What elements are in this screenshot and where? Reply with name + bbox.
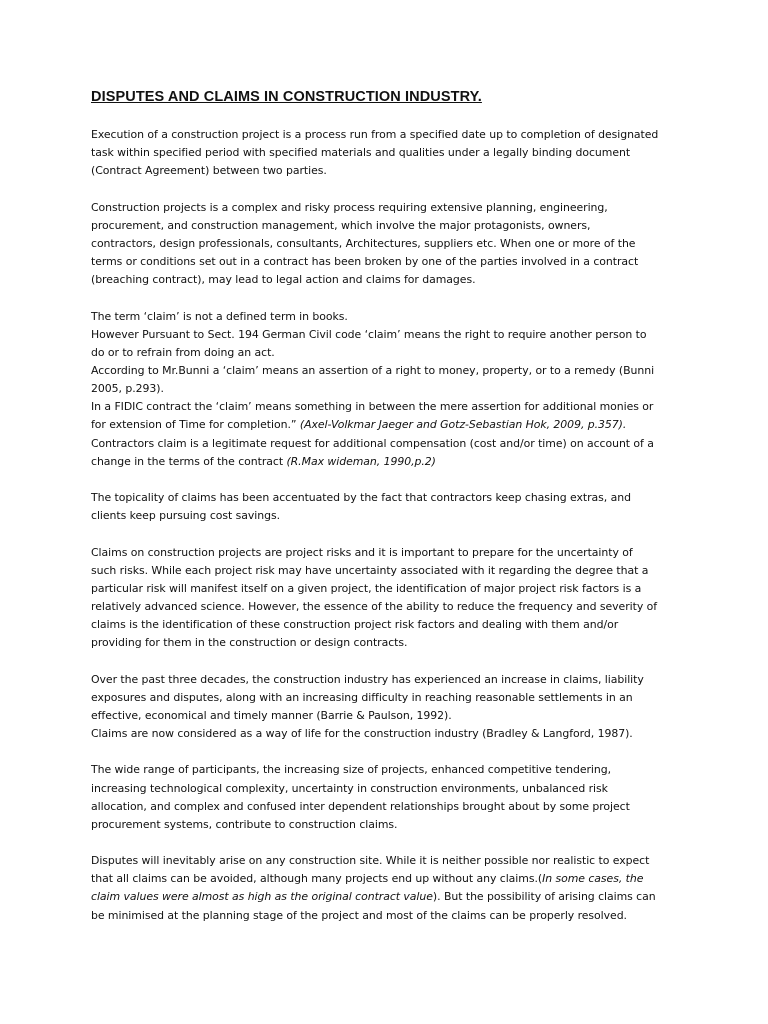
text-line [91,761,691,779]
body-text: be minimised at the planning stage of the project and most of the claims can be properly resolved. [91,908,627,922]
citation-text: (Axel-Volkmar Jaeger and Gotz-Sebastian Hok, 2009, p.357). [299,418,627,432]
text-line [91,798,691,816]
body-text: The wide range of participants, the increasing size of projects, enhanced competitive tendering, [91,763,611,777]
body-text: procurement systems, contribute to construction claims. [91,817,398,831]
body-text: increasing technological complexity, uncertainty in construction environments, unbalanced risk [91,781,608,795]
text-line [91,308,691,326]
text-line [91,780,691,798]
text-line [91,344,691,362]
text-line [91,453,691,471]
text-line [91,253,691,271]
text-line [91,671,691,689]
text-line [91,217,691,235]
body-text: such risks. While each project risk may have uncertainty associated with it regarding the degree that a [91,563,649,577]
body-text: for extension of Time for completion.” [91,418,300,432]
text-line [91,507,691,525]
text-line [91,199,691,217]
body-text: Disputes will inevitably arise on any construction site. While it is neither possible nor realistic to expect [91,854,650,868]
text-line [91,907,691,925]
text-line [91,725,691,743]
text-line [91,562,691,580]
paragraph [91,671,691,744]
text-line [91,126,691,144]
body-text: terms or conditions set out in a contract has been broken by one of the parties involved in a contract [91,255,639,269]
paragraph [91,761,691,834]
body-text: procurement, and construction management, which involve the major protagonists, owners, [91,218,591,232]
body-text: The topicality of claims has been accentuated by the fact that contractors keep chasing extras, and [91,491,631,505]
body-text: that all claims can be avoided, although many projects end up without any claims.( [91,872,543,886]
body-text: (breaching contract), may lead to legal action and claims for damages. [91,273,476,287]
paragraph [91,852,691,925]
body-text: exposures and disputes, along with an increasing difficulty in reaching reasonable settlements in an [91,690,633,704]
paragraph [91,544,691,653]
text-line [91,380,691,398]
paragraph [91,126,691,180]
body-text: effective, economical and timely manner (Barrie & Paulson, 1992). [91,708,452,722]
body-text: The term ‘claim’ is not a defined term in books. [91,309,348,323]
body-text: clients keep pursuing cost savings. [91,509,280,523]
text-line [91,634,691,652]
body-text: contractors, design professionals, consultants, Architectures, suppliers etc. When one or more of the [91,236,636,250]
text-line [91,326,691,344]
document-title: DISPUTES AND CLAIMS IN CONSTRUCTION INDUSTRY. [91,89,482,105]
body-text: allocation, and complex and confused inter dependent relationships brought about by some project [91,799,630,813]
body-text: task within specified period with specified materials and qualities under a legally binding document [91,146,631,160]
text-line [91,235,691,253]
body-text: Over the past three decades, the construction industry has experienced an increase in claims, liability [91,672,644,686]
body-text: According to Mr.Bunni a ‘claim’ means an assertion of a right to money, property, or to a remedy (Bunni [91,364,655,377]
body-text: Claims on construction projects are project risks and it is important to prepare for the uncertainty of [91,545,633,559]
text-line [91,435,691,453]
body-text: (Contract Agreement) between two parties. [91,164,327,178]
text-line [91,888,691,906]
text-line [91,598,691,616]
text-line [91,707,691,725]
paragraph [91,489,691,525]
text-line [91,544,691,562]
text-line [91,271,691,289]
body-text: relatively advanced science. However, the essence of the ability to reduce the frequency and severity of [91,600,658,613]
body-text: change in the terms of the contract [91,454,287,468]
body-text: particular risk will manifest itself on a given project, the identification of major project risk factors is a [91,581,642,595]
text-line [91,852,691,870]
text-line [91,580,691,598]
text-line [91,689,691,707]
citation-text: In some cases, the [542,872,644,886]
text-line [91,398,691,416]
body-text: ). But the possibility of arising claims can [432,890,656,904]
body-text: Contractors claim is a legitimate request for additional compensation (cost and/or time) on account of a [91,436,654,450]
text-line [91,616,691,634]
text-line [91,416,691,434]
body-text: Execution of a construction project is a process run from a specified date up to completion of designated [91,128,659,141]
body-text: claims is the identification of these construction project risk factors and dealing with them and/or [91,618,619,632]
text-line [91,362,691,380]
text-line [91,870,691,888]
text-line [91,144,691,162]
citation-text: claim values were almost as high as the original contract value [91,890,433,904]
paragraph [91,308,691,471]
body-text: In a FIDIC contract the ‘claim’ means something in between the mere assertion for additional monies or [91,400,654,414]
body-text: do or to refrain from doing an act. [91,345,275,359]
text-line [91,489,691,507]
text-line [91,816,691,834]
body-text: Construction projects is a complex and risky process requiring extensive planning, engineering, [91,200,608,214]
body-text: Claims are now considered as a way of life for the construction industry (Bradley & Langford, 1987). [91,727,633,741]
body-text: providing for them in the construction or design contracts. [91,636,408,650]
text-line [91,162,691,180]
document-body [91,126,691,943]
citation-text: (R.Max wideman, 1990,p.2) [286,454,436,468]
paragraph [91,199,691,290]
body-text: 2005, p.293). [91,382,164,396]
body-text: However Pursuant to Sect. 194 German Civil code ‘claim’ means the right to require another person to [91,327,647,341]
